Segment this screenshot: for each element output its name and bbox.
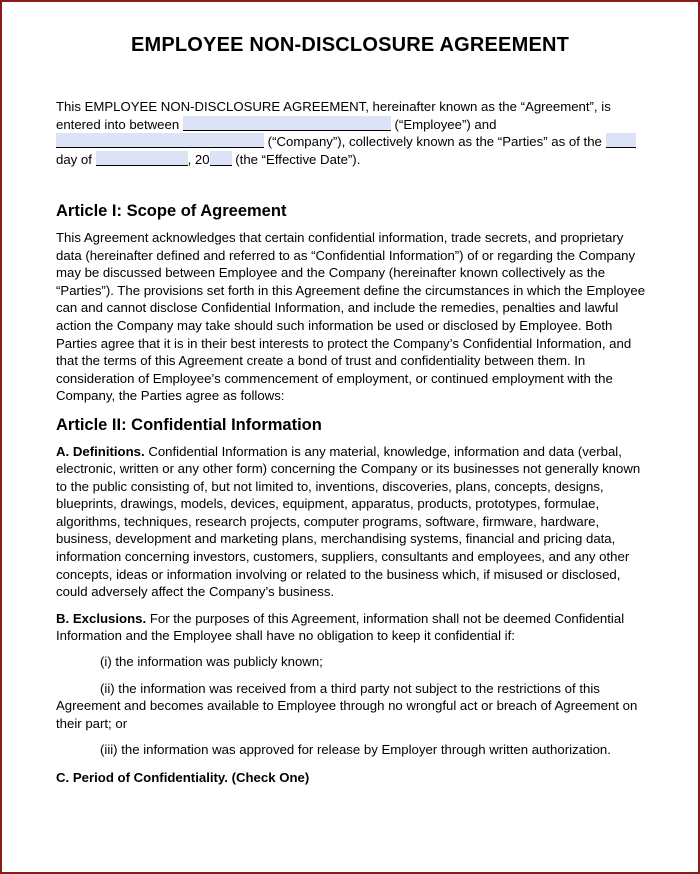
period-of-confidentiality-heading (56, 769, 650, 787)
document-body (56, 98, 650, 787)
month-field[interactable] (96, 151, 188, 166)
exclusions-paragraph (56, 610, 650, 645)
exclusion-item-ii: (ii) the information was received from a third party not subject to the restrictions of this Agreement and becomes available to Employee through no wrongful act or breach of Agreement on their part; or (56, 680, 638, 731)
definitions-paragraph (56, 443, 650, 601)
intro-text-4: day of (56, 151, 92, 167)
intro-text-3: (“Company”), collectively known as the “Parties” as of the (267, 134, 602, 150)
article-2-heading: Article II: Confidential Information (56, 415, 322, 434)
period-label: C. Period of Confidentiality. (Check One) (56, 770, 310, 785)
document-title: EMPLOYEE NON-DISCLOSURE AGREEMENT (130, 34, 570, 56)
intro-text-6: (the “Effective Date”). (235, 151, 361, 167)
year-field[interactable] (210, 151, 232, 166)
employee-name-field[interactable] (183, 116, 391, 131)
exclusion-item-i: (i) the information was publicly known; (100, 654, 323, 670)
intro-text-5: , 20 (187, 151, 210, 167)
intro-text-2: (“Employee”) and (394, 116, 497, 132)
company-name-field[interactable] (56, 133, 264, 148)
article-1-paragraph: This Agreement acknowledges that certain confidential information, trade secrets, and proprietary data (hereinafter defined and referred to as “Confidential Information”) of or regarding the Company may be discussed between Employee and the Company (hereinafter known collectively as the “Parties”). The provisions set forth in this Agreement define the circumstances in which the Employee can and cannot disclose Confidential Information, and include the remedies, penalties and lawful action the Company may take should such information be used or disclosed by Employee. Both Parties agree that it is in their best interests to protect the Company’s Confidential Information, and that the terms of this Agreement create a bond of trust and confidentiality between them. In consideration of Employee’s commencement of employment, or continued employment with the Company, the Parties agree as follows: (56, 229, 646, 404)
intro-text-1: This EMPLOYEE NON-DISCLOSURE AGREEMENT, hereinafter known as the “Agreement”, is entered into between (56, 99, 611, 132)
intro-paragraph (56, 98, 650, 168)
exclusions-text: For the purposes of this Agreement, information shall not be deemed Confidential Information and the Employee shall have no obligation to keep it confidential if: (56, 610, 625, 644)
day-field[interactable] (606, 133, 636, 148)
exclusion-item-iii: (iii) the information was approved for release by Employer through written authorization. (100, 742, 611, 758)
definitions-text: Confidential Information is any material, knowledge, information and data (verbal, electronic, written or any other form) concerning the Company or its businesses not generally known to the public consisting of, but not limited to, inventions, discoveries, plans, concepts, designs, blueprints, drawings, models, devices, equipment, apparatus, products, prototypes, formulae, algorithms, techniques, research projects, computer programs, software, firmware, hardware, business, development and marketing plans, merchandising systems, financial and pricing data, information concerning investors, customers, suppliers, consultants and employees, and any other concepts, ideas or information involving or related to the business which, if misused or disclosed, could adversely affect the Company’s business. (56, 443, 641, 600)
exclusions-label: B. Exclusions. (56, 610, 147, 626)
article-1-heading: Article I: Scope of Agreement (56, 202, 287, 221)
definitions-label: A. Definitions. (56, 443, 145, 459)
